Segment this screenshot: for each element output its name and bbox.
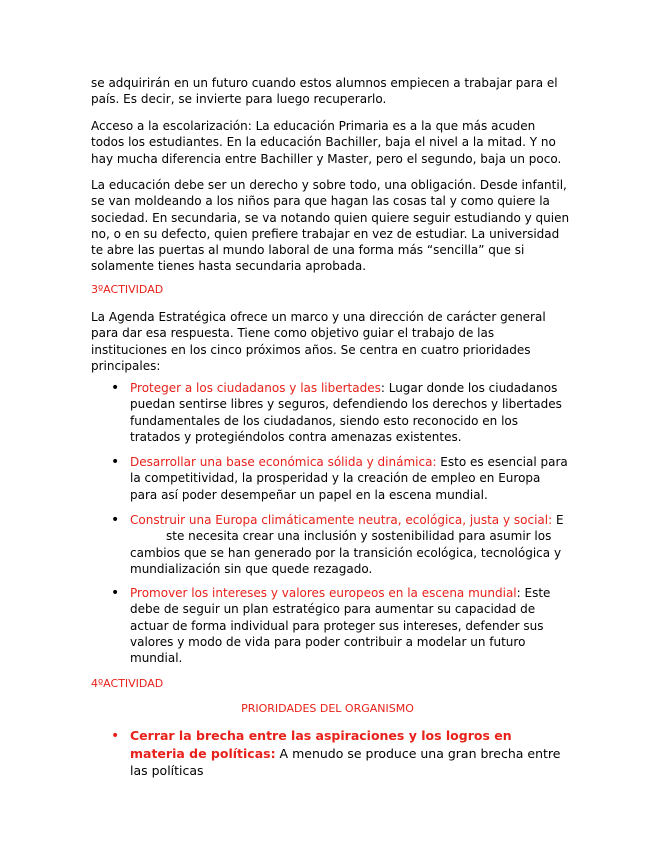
priority-title: Construir una Europa climáticamente neutra, ecológica, justa y social: xyxy=(130,513,553,527)
priority-text: A menudo se produce una gran brecha entre las políticas xyxy=(130,745,561,778)
paragraph-strategic-agenda: La Agenda Estratégica ofrece un marco y una dirección de carácter general para dar esa respuesta. Tiene como objetivo guiar el trabajo de las instituciones en los cinco próximos años. Se centra en cuatro prioridades principales: xyxy=(91,310,546,373)
priority-text-start: E xyxy=(552,513,564,527)
priority-text: Lugar donde los ciudadanos puedan sentirse libres y seguros, defendiendo los derechos y libertades fundamentales de los ciudadanos, siendo esto reconocido en los tratados y protegiéndolos contra amenazas existentes. xyxy=(130,381,562,444)
bullet-icon: • xyxy=(111,585,120,601)
priority-text: Esto es esencial para la competitividad, la prosperidad y la creación de empleo en Europa para así poder desempeñar un papel en la escena mundial. xyxy=(130,455,568,502)
paragraph-education-right: La educación debe ser un derecho y sobre todo, una obligación. Desde infantil, se van moldeando a los niños para que hagan las cosas tal y como quiere la sociedad. En secundaria, se va notando quien quiere seguir estudiando y quien no, o en su defecto, quien prefiere trabajar en vez de estudiar. La universidad te abre las puertas al mundo laboral de una forma más “sencilla” que si solamente tienes hasta secundaria aprobada. xyxy=(91,178,570,274)
bullet-icon: • xyxy=(111,728,120,744)
priority-lead: Cerrar la brecha entre las aspiraciones y los logros en materia de políticas: xyxy=(130,728,512,761)
priority-text: ste necesita crear una inclusión y sostenibilidad para asumir los cambios que se han generado por la transición ecológica, tecnológica y mundialización sin que quede rezagado. xyxy=(130,529,562,576)
list-item-close-gap xyxy=(130,727,570,780)
priority-title: Proteger a los ciudadanos y las libertades xyxy=(130,381,381,395)
list-item-protect-citizens xyxy=(130,380,570,445)
paragraph-investment: se adquirirán en un futuro cuando estos alumnos empiecen a trabajar para el país. Es decir, se invierte para luego recuperarlo. xyxy=(91,76,558,107)
heading-activity-4: 4ºACTIVIDAD xyxy=(91,677,164,690)
list-item-climate-neutral-europe xyxy=(130,512,570,577)
section-title-organism-priorities: PRIORIDADES DEL ORGANISMO xyxy=(241,702,414,715)
priority-separator: : xyxy=(516,586,521,600)
priority-title: Desarrollar una base económica sólida y dinámica: xyxy=(130,455,437,469)
bullet-icon: • xyxy=(111,454,120,470)
priority-title: Promover los intereses y valores europeos en la escena mundial xyxy=(130,586,517,600)
heading-activity-3: 3ºACTIVIDAD xyxy=(91,283,164,296)
priority-text: Este debe de seguir un plan estratégico para aumentar su capacidad de actuar de forma individual para proteger sus intereses, defender sus valores y modo de vida para poder contribuir a modelar un futuro mundial. xyxy=(130,586,551,666)
paragraph-schooling-access: Acceso a la escolarización: La educación Primaria es a la que más acuden todos los estudiantes. En la educación Bachiller, baja el nivel a la mitad. Y no hay mucha diferencia entre Bachiller y Master, pero el segundo, baja un poco. xyxy=(91,119,562,166)
bullet-icon: • xyxy=(111,380,120,396)
bullet-icon: • xyxy=(111,512,120,528)
priority-separator: : xyxy=(380,381,385,395)
list-item-economic-base xyxy=(130,454,570,503)
list-item-european-interests xyxy=(130,585,570,666)
